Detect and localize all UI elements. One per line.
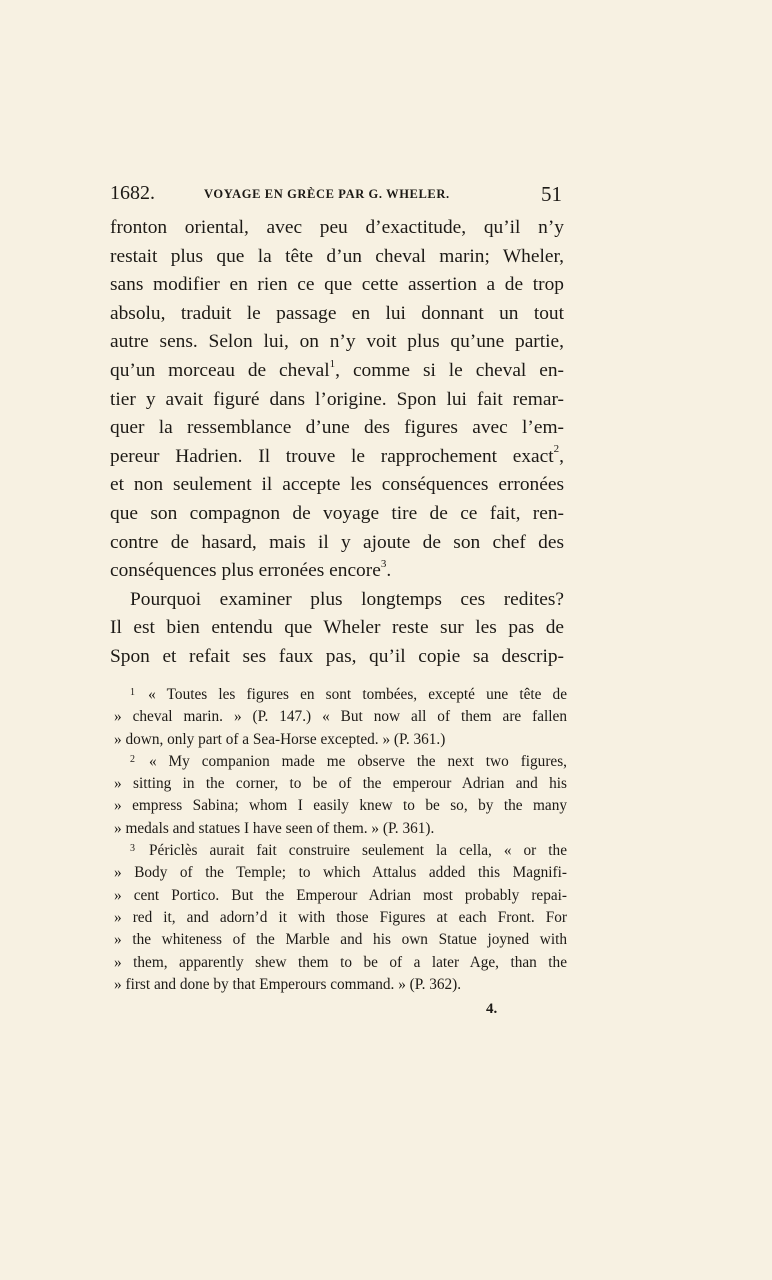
header-year: 1682. (110, 182, 155, 204)
footnote-text: « My companion made me observe the next two figures, (148, 752, 567, 770)
footnote-mark-1: 1 (130, 687, 135, 698)
footnote-mark-3: 3 (130, 843, 135, 855)
body-line: Pourquoi examiner plus longtemps ces redites? (130, 588, 564, 610)
footnote-3-line: » red it, and adorn’d it with those Figures at each Front. For (114, 908, 567, 926)
footnote-3-line (110, 840, 567, 862)
body-line: absolu, traduit le passage en lui donnant un tout (110, 302, 564, 324)
body-line: que son compagnon de voyage tire de ce fait, ren- (110, 502, 564, 524)
footnote-3-line: » cent Portico. But the Emperour Adrian most probably repai- (114, 886, 567, 904)
footnote-2-line (110, 751, 567, 773)
page-number: 51 (541, 182, 562, 206)
body-line-text: , comme si le cheval en- (335, 359, 564, 381)
header-running-title: VOYAGE EN GRÈCE PAR G. WHELER. (204, 187, 450, 201)
footnote-ref-1: 1 (329, 357, 336, 370)
body-line: fronton oriental, avec peu d’exactitude, qu’il n’y (110, 217, 564, 238)
footnotes (110, 684, 567, 996)
footnote-text: Périclès aurait fait construire seulement la cella, « or the (149, 842, 567, 860)
body-line: Il est bien entendu que Wheler reste sur les pas de (110, 617, 564, 639)
running-header (110, 182, 562, 212)
body-line: sans modifier en rien ce que cette assertion a de trop (110, 274, 564, 296)
body-line-text: . (386, 560, 392, 582)
body-line (110, 443, 564, 472)
body-line: tier y avait figuré dans l’origine. Spon lui fait remar- (110, 388, 564, 410)
footnote-mark-2: 2 (130, 753, 135, 765)
body-line-text: qu’un morceau de cheval (110, 359, 330, 381)
body-line (110, 357, 564, 386)
footnote-3-line: » first and done by that Emperours command. » (P. 362). (114, 975, 462, 993)
footnote-1-line (110, 684, 567, 706)
footnote-3-line: » Body of the Temple; to which Attalus added this Magnifi- (114, 864, 567, 882)
footnote-ref-3: 3 (380, 557, 387, 570)
body-line-text: conséquences plus erronées encore (110, 560, 381, 582)
body-line: et non seulement il accepte les conséquences erronées (110, 474, 564, 496)
main-text (110, 214, 564, 672)
signature-mark: 4. (486, 1001, 498, 1017)
body-line: quer la ressemblance d’une des figures avec l’em- (110, 417, 564, 439)
body-line: restait plus que la tête d’un cheval marin; Wheler, (110, 245, 564, 267)
footnote-3-line: » the whiteness of the Marble and his own Statue joyned with (114, 931, 567, 949)
body-line-text: , (559, 445, 564, 467)
footnote-text: « Toutes les figures en sont tombées, excepté une tête de (148, 686, 567, 703)
footnote-3-line: » them, apparently shew them to be of a later Age, than the (114, 953, 567, 971)
footnote-1-line: » cheval marin. » (P. 147.) « But now all of them are fallen (114, 708, 567, 726)
body-line: contre de hasard, mais il y ajoute de son chef des (110, 531, 564, 553)
footnote-2-line: » sitting in the corner, to be of the emperour Adrian and his (114, 775, 567, 793)
body-line-text: pereur Hadrien. Il trouve le rapprochement exact (110, 445, 554, 467)
body-line: autre sens. Selon lui, on n’y voit plus qu’une partie, (110, 331, 564, 353)
body-line (110, 557, 564, 586)
footnote-2-line: » medals and statues I have seen of them. » (P. 361). (114, 819, 435, 837)
footnote-ref-2: 2 (553, 443, 560, 456)
footnote-1-line: » down, only part of a Sea-Horse excepted. » (P. 361.) (114, 730, 446, 748)
footnote-2-line: » empress Sabina; whom I easily knew to be so, by the many (114, 797, 567, 815)
body-line: Spon et refait ses faux pas, qu’il copie sa descrip- (110, 645, 564, 667)
